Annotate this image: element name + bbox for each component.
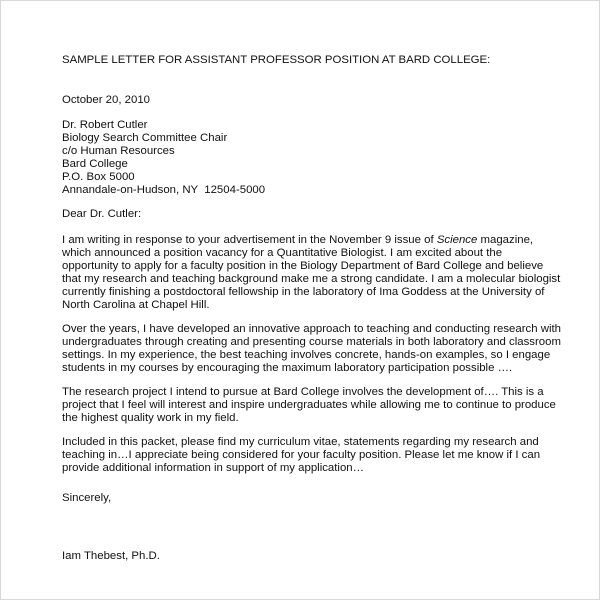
paragraph-line: currently finishing a postdoctoral fellowship in the laboratory of Ima Goddess at the University of xyxy=(62,285,545,298)
journal-name: Science xyxy=(436,234,478,246)
address-line-department: c/o Human Resources xyxy=(62,144,175,157)
paragraph-line: project that I feel will interest and inspire undergraduates while allowing me to continue to produce xyxy=(62,398,556,411)
paragraph-line: provide additional information in support of my application… xyxy=(62,461,365,474)
paragraph-line: teaching in…I appreciate being considered for your faculty position. Please let me know if I can xyxy=(62,448,541,461)
address-line-po-box: P.O. Box 5000 xyxy=(62,170,135,183)
paragraph-line: students in my courses by encouraging the maximum laboratory participation possible …. xyxy=(62,361,513,374)
paragraph-line: the highest quality work in my field. xyxy=(62,411,239,424)
salutation: Dear Dr. Cutler: xyxy=(62,208,142,220)
paragraph-line xyxy=(62,234,582,247)
recipient-address xyxy=(62,119,582,196)
address-line-institution: Bard College xyxy=(62,157,128,170)
paragraph-line: The research project I intend to pursue at Bard College involves the development of…. This is a xyxy=(62,386,544,398)
signature: Iam Thebest, Ph.D. xyxy=(62,550,160,562)
text-span: magazine, xyxy=(477,234,534,246)
address-line-name: Dr. Robert Cutler xyxy=(62,119,148,131)
paragraph-line: opportunity to apply for a faculty position in the Biology Department of Bard College and believe xyxy=(62,259,544,272)
paragraph-line: that my research and teaching background make me a strong candidate. I am a molecular biologist xyxy=(62,272,561,285)
paragraph-introduction xyxy=(62,234,582,311)
paragraph-line: settings. In my experience, the best teaching involves concrete, hands-on examples, so I engage xyxy=(62,348,551,361)
paragraph-line: Over the years, I have developed an innovative approach to teaching and conducting research with xyxy=(62,323,561,335)
address-line-title: Biology Search Committee Chair xyxy=(62,131,228,144)
paragraph-line: North Carolina at Chapel Hill. xyxy=(62,298,210,311)
closing: Sincerely, xyxy=(62,492,112,504)
paragraph-line: Included in this packet, please find my curriculum vitae, statements regarding my research and xyxy=(62,436,539,448)
paragraph-research xyxy=(62,386,582,425)
text-span: I am writing in response to your advertisement in the November 9 issue of xyxy=(62,234,437,246)
address-line-city: Annandale-on-Hudson, NY 12504-5000 xyxy=(62,183,266,196)
document-title: SAMPLE LETTER FOR ASSISTANT PROFESSOR POSITION AT BARD COLLEGE: xyxy=(62,54,491,66)
paragraph-line: undergraduates through creating and presenting course materials in both laboratory and classroom xyxy=(62,335,561,348)
paragraph-teaching xyxy=(62,323,582,375)
paragraph-line: which announced a position vacancy for a Quantitative Biologist. I am excited about the xyxy=(62,246,503,259)
letter-date: October 20, 2010 xyxy=(62,94,151,106)
paragraph-enclosures xyxy=(62,436,582,475)
